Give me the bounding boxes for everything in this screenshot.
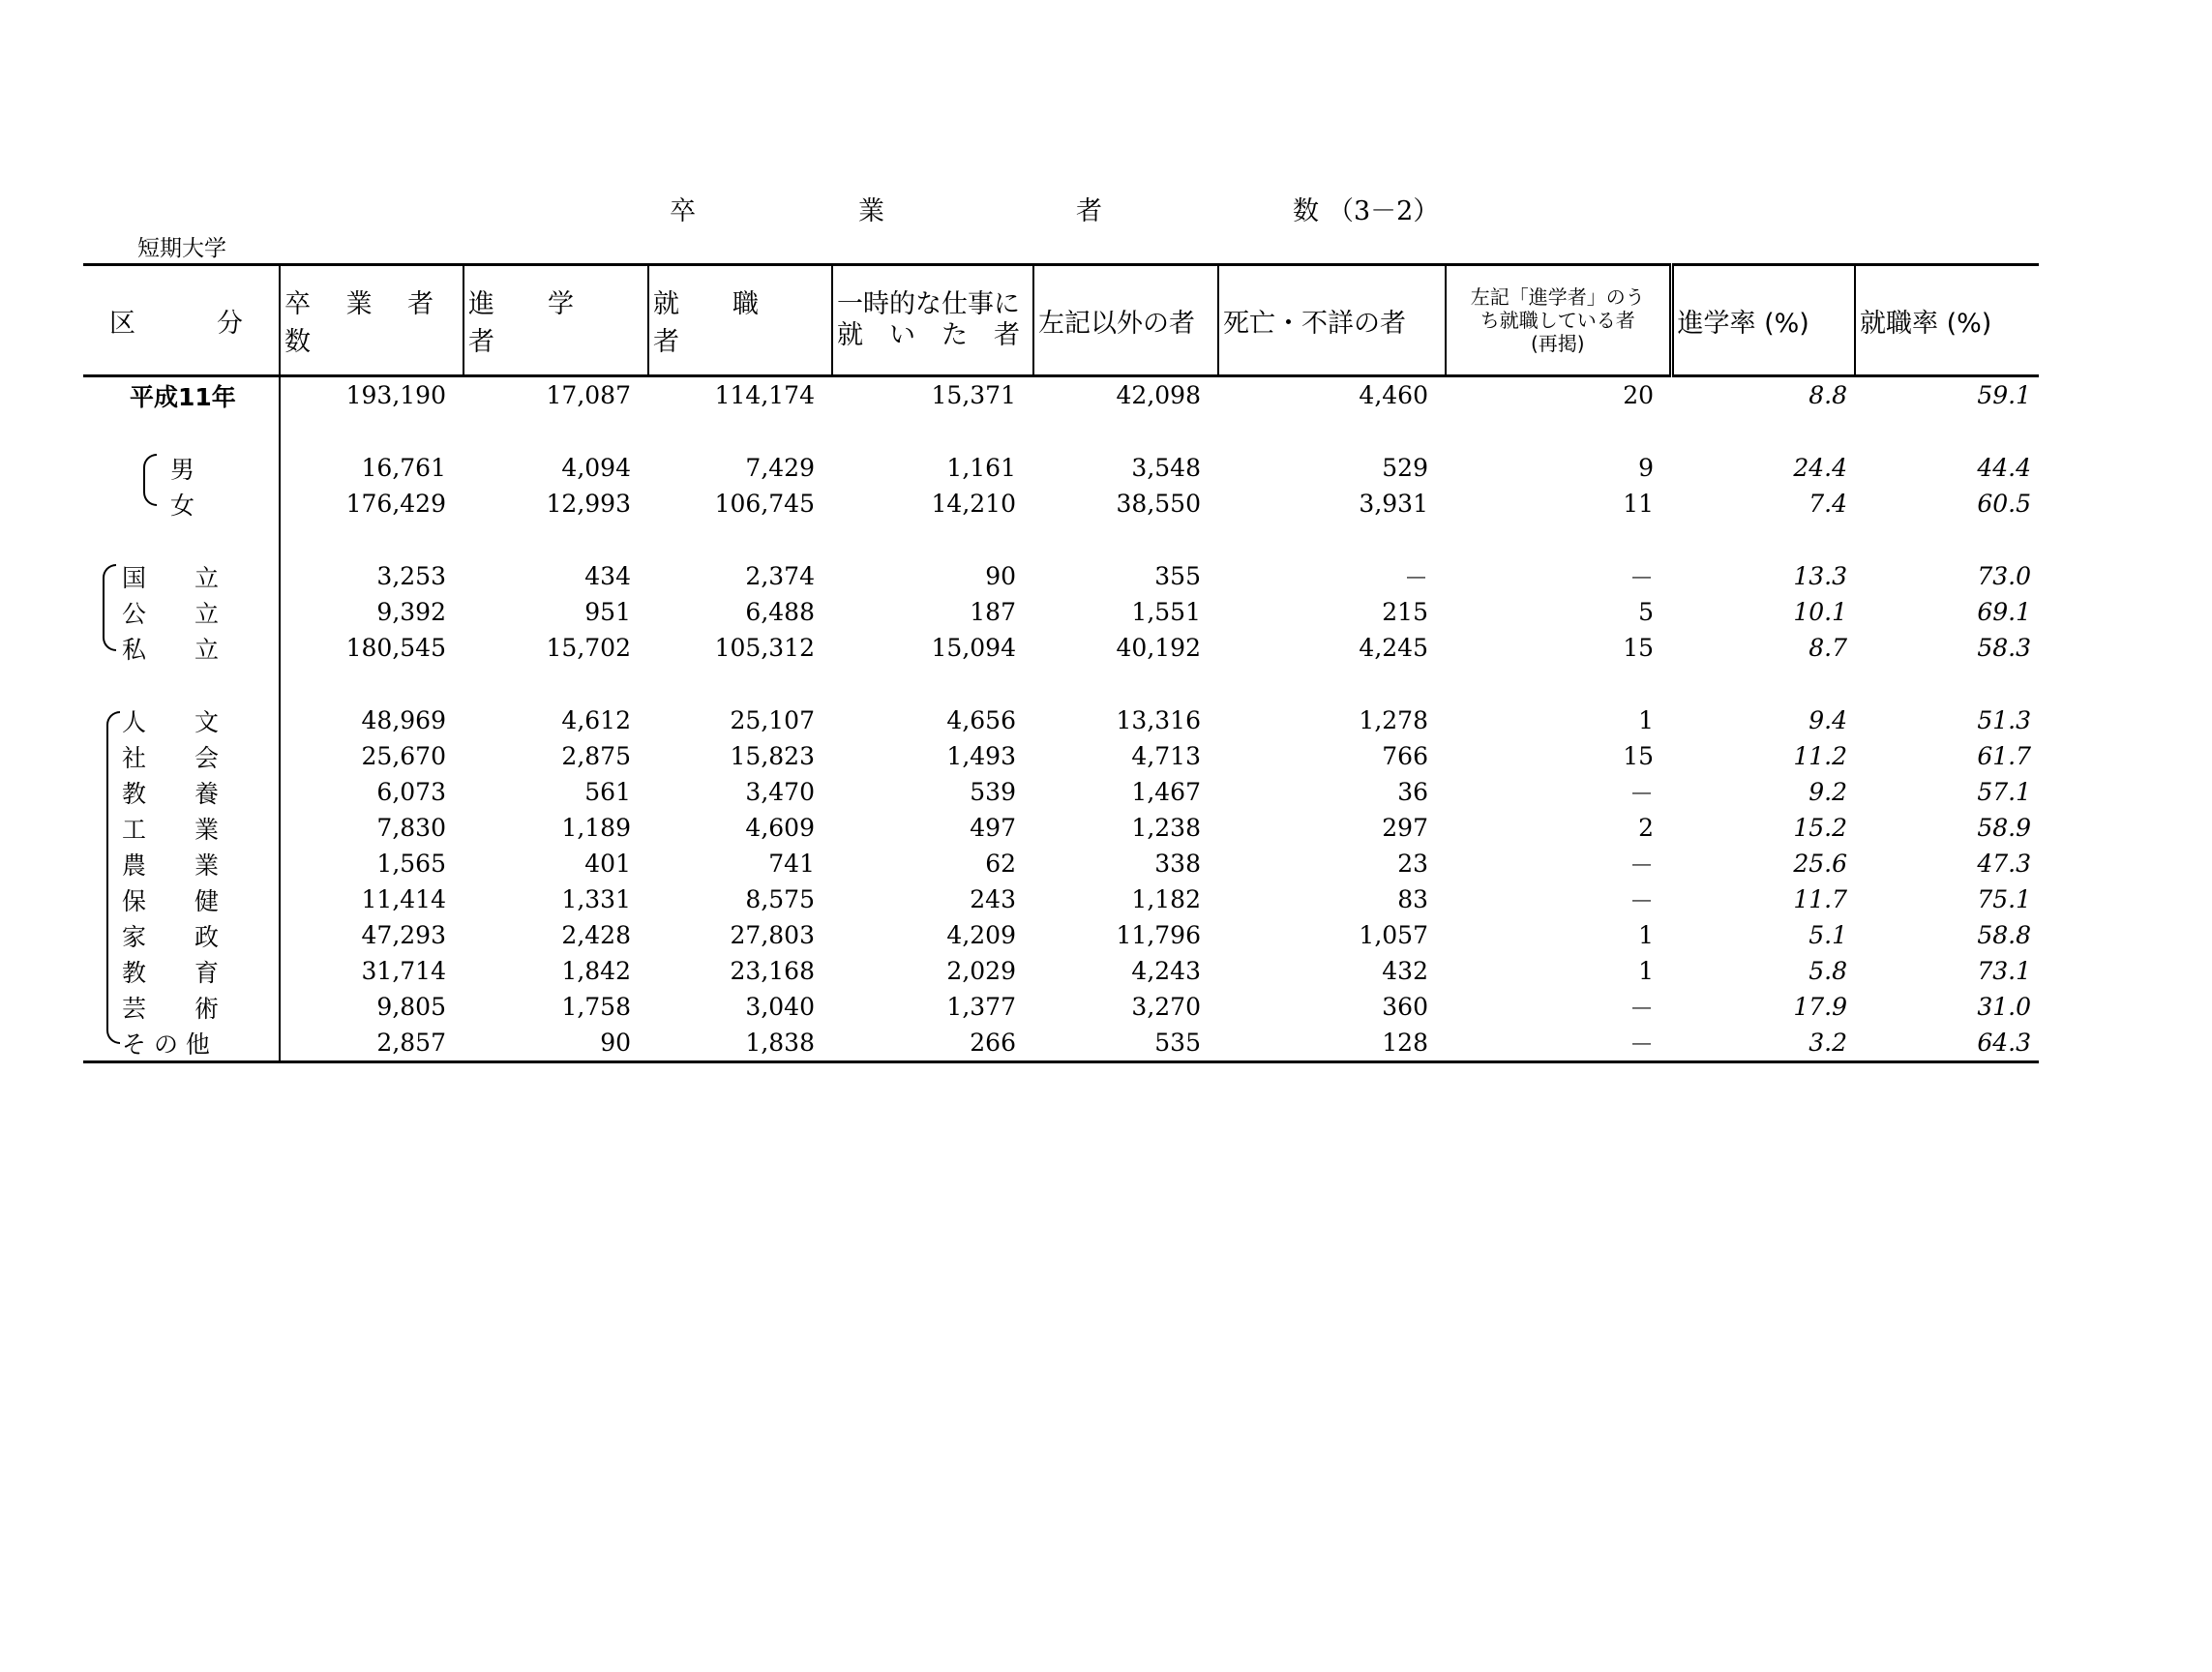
table-row [83,702,2039,738]
title-char-4: 数 [1293,196,1319,226]
cell-value: 1,278 [1359,706,1428,734]
cell-value: 4,612 [561,706,631,734]
spacer-cell [832,522,1033,558]
spacer-cell [1446,413,1671,450]
table-row [83,881,2039,917]
table-row [83,1025,2039,1062]
cell-value: 15,702 [546,634,631,662]
cell-value: 9,392 [376,598,446,626]
cell-value: 15.2 [1793,814,1847,842]
cell-value: 64.3 [1855,1025,2039,1062]
cell-value: 36 [1397,778,1428,806]
table-row [83,738,2039,774]
table-row [83,630,2039,666]
cell-value: 193,190 [345,381,446,409]
cell-value: 9 [1638,454,1654,482]
cell-value: 1,842 [561,957,631,985]
cell-value: 106,745 [714,490,815,518]
header-graduates: 卒 業 者 数 [280,265,463,376]
cell-value: － [1629,563,1654,592]
cell-value: 60.5 [1977,490,2031,518]
cell-value: 23,168 [730,957,815,985]
cell-value: 47,293 [361,921,446,949]
cell-value: 31.0 [1977,993,2031,1021]
cell-value: 5.1 [1808,921,1847,949]
cell-value: 11,414 [361,885,446,913]
cell-value: 90 [985,562,1016,590]
cell-value: 3,270 [1131,993,1201,1021]
cell-value: 25,670 [361,742,446,770]
title-suffix: （3－2） [1328,196,1440,226]
cell-value: 1,493 [946,742,1016,770]
cell-value: 57.1 [1977,778,2031,806]
spacer-cell [83,666,280,702]
cell-value: 1 [1638,921,1654,949]
cell-value: 7,429 [745,454,815,482]
spacer-cell [832,413,1033,450]
cell-value: 61.7 [1977,742,2031,770]
cell-value: 13,316 [1116,706,1201,734]
cell-value: 16,761 [361,454,446,482]
cell-value: － [1629,779,1654,808]
header-temporary-line2: 就 い た 者 [837,320,1020,350]
cell-value: － [1446,1025,1671,1062]
cell-value: 1,182 [1131,885,1201,913]
cell-value: 1 [1638,706,1654,734]
cell-value: 4,609 [745,814,815,842]
cell-value: 58.9 [1977,814,2031,842]
table-row [83,558,2039,594]
cell-value: 17,087 [546,381,631,409]
cell-value: 51.3 [1977,706,2031,734]
header-category: 区 分 [83,265,280,376]
cell-value: 2 [1638,814,1654,842]
spacer-cell [1855,413,2039,450]
cell-value: 4,209 [946,921,1016,949]
header-adv-employed-line1: 左記「進学者」のう [1470,285,1645,309]
cell-value: 6,488 [745,598,815,626]
table-row [83,450,2039,486]
cell-value: 128 [1218,1025,1446,1062]
cell-value: 40,192 [1116,634,1201,662]
cell-value: 11,796 [1116,921,1201,949]
spacer-cell [83,413,280,450]
bracket-establishment [103,564,116,651]
table-row [83,486,2039,522]
spacer-cell [463,413,648,450]
cell-value: 69.1 [1977,598,2031,626]
table-row [83,774,2039,810]
spacer-cell [1446,522,1671,558]
header-emp-rate: 就職率 (%) [1855,265,2039,376]
cell-value: 11.7 [1793,885,1847,913]
cell-value: 401 [584,850,631,878]
cell-value: 17.9 [1793,993,1847,1021]
cell-value: 48,969 [361,706,446,734]
cell-value: 766 [1382,742,1428,770]
row-label: 教 養 [83,774,280,810]
cell-value: 360 [1382,993,1428,1021]
cell-value: 59.1 [1977,381,2031,409]
subtitle: 短期大学 [137,236,226,261]
cell-value: 73.1 [1977,957,2031,985]
cell-value: 1,467 [1131,778,1201,806]
cell-value: 114,174 [714,381,815,409]
cell-value: 2,875 [561,742,631,770]
cell-value: 24.4 [1793,454,1847,482]
cell-value: 4,713 [1131,742,1201,770]
cell-value: 4,243 [1131,957,1201,985]
spacer-cell [1855,522,2039,558]
cell-value: － [1403,563,1428,592]
cell-value: 529 [1382,454,1428,482]
cell-value: 58.3 [1977,634,2031,662]
row-label: 家 政 [83,917,280,953]
spacer-cell [463,666,648,702]
cell-value: 90 [463,1025,648,1062]
table-row [83,917,2039,953]
spacer-cell [1218,413,1446,450]
header-employed: 就 職 者 [648,265,832,376]
spacer-cell [648,666,832,702]
spacer-cell [1218,666,1446,702]
spacer-cell [83,522,280,558]
table-row [83,810,2039,846]
cell-value: 4,656 [946,706,1016,734]
cell-value: 180,545 [345,634,446,662]
cell-value: 1 [1638,957,1654,985]
cell-value: 1,331 [561,885,631,913]
cell-value: 432 [1382,957,1428,985]
row-label: 芸 術 [83,989,280,1025]
cell-value: 15,371 [931,381,1016,409]
cell-value: 3,931 [1359,490,1428,518]
cell-value: 355 [1154,562,1201,590]
cell-value: 3,470 [745,778,815,806]
spacer-cell [832,666,1033,702]
cell-value: 105,312 [714,634,815,662]
row-label: 私 立 [83,630,280,666]
bracket-field [106,711,120,1044]
cell-value: 1,057 [1359,921,1428,949]
header-temporary-line1: 一時的な仕事に [837,289,1020,319]
title-char-2: 業 [858,196,884,226]
cell-value: 5.8 [1808,957,1847,985]
title-char-1: 卒 [670,196,696,226]
spacer-cell [280,413,463,450]
cell-value: 1,161 [946,454,1016,482]
cell-value: 42,098 [1116,381,1201,409]
cell-value: 1,565 [376,850,446,878]
title-char-3: 者 [1076,196,1102,226]
spacer-row [83,413,2039,450]
header-other: 左記以外の者 [1033,265,1218,376]
cell-value: 9.4 [1808,706,1847,734]
cell-value: 1,189 [561,814,631,842]
cell-value: 3,040 [745,993,815,1021]
spacer-cell [280,522,463,558]
row-label: 平成11年 [83,376,280,414]
header-adv-employed [1446,265,1671,376]
row-label: 女 [83,486,280,522]
cell-value: － [1629,851,1654,880]
row-label: 教 育 [83,953,280,989]
cell-value: 497 [970,814,1016,842]
cell-value: 338 [1154,850,1201,878]
cell-value: 215 [1382,598,1428,626]
cell-value: 535 [1033,1025,1218,1062]
cell-value: 38,550 [1116,490,1201,518]
cell-value: 58.8 [1977,921,2031,949]
table-row [83,953,2039,989]
cell-value: 44.4 [1977,454,2031,482]
row-label: 男 [83,450,280,486]
cell-value: 187 [970,598,1016,626]
spacer-cell [1446,666,1671,702]
cell-value: 266 [832,1025,1033,1062]
cell-value: 3,548 [1131,454,1201,482]
header-deceased-unknown: 死亡・不詳の者 [1218,265,1446,376]
cell-value: 3.2 [1671,1025,1855,1062]
spacer-cell [648,413,832,450]
cell-value: 7,830 [376,814,446,842]
cell-value: 1,551 [1131,598,1201,626]
spacer-cell [1671,413,1855,450]
spacer-row [83,522,2039,558]
cell-value: 15,823 [730,742,815,770]
bracket-gender [143,454,157,506]
cell-value: 20 [1623,381,1654,409]
cell-value: 7.4 [1808,490,1847,518]
cell-value: 4,460 [1359,381,1428,409]
cell-value: 14,210 [931,490,1016,518]
cell-value: 10.1 [1793,598,1847,626]
table-row [83,989,2039,1025]
cell-value: 561 [584,778,631,806]
row-label: 保 健 [83,881,280,917]
cell-value: 13.3 [1793,562,1847,590]
spacer-row [83,666,2039,702]
cell-value: 62 [985,850,1016,878]
cell-value: 6,073 [376,778,446,806]
spacer-cell [1033,666,1218,702]
table-row [83,846,2039,881]
graduates-table [83,263,2039,1063]
cell-value: 1,838 [648,1025,832,1062]
cell-value: 176,429 [345,490,446,518]
cell-value: 15,094 [931,634,1016,662]
spacer-cell [1218,522,1446,558]
table-row [83,376,2039,414]
cell-value: 73.0 [1977,562,2031,590]
cell-value: 9.2 [1808,778,1847,806]
cell-value: 1,377 [946,993,1016,1021]
row-label: 社 会 [83,738,280,774]
row-label: 農 業 [83,846,280,881]
row-label: 人 文 [83,702,280,738]
table-row [83,594,2039,630]
cell-value: 31,714 [361,957,446,985]
cell-value: － [1629,994,1654,1023]
cell-value: 27,803 [730,921,815,949]
cell-value: 539 [970,778,1016,806]
cell-value: 25,107 [730,706,815,734]
header-adv-employed-line2: ち就職している者 [1480,309,1635,332]
cell-value: 47.3 [1977,850,2031,878]
cell-value: 4,245 [1359,634,1428,662]
spacer-cell [1671,522,1855,558]
cell-value: 23 [1397,850,1428,878]
cell-value: 741 [768,850,815,878]
cell-value: 8.7 [1808,634,1847,662]
spacer-cell [1855,666,2039,702]
cell-value: 15 [1623,634,1654,662]
row-label: 工 業 [83,810,280,846]
cell-value: 25.6 [1793,850,1847,878]
cell-value: 4,094 [561,454,631,482]
row-label: そ の 他 [83,1025,280,1062]
spacer-cell [1671,666,1855,702]
row-label: 公 立 [83,594,280,630]
cell-value: 5 [1638,598,1654,626]
cell-value: 12,993 [546,490,631,518]
cell-value: 1,238 [1131,814,1201,842]
header-temporary [832,265,1033,376]
cell-value: 243 [970,885,1016,913]
spacer-cell [1033,522,1218,558]
cell-value: 2,857 [280,1025,463,1062]
spacer-cell [648,522,832,558]
spacer-cell [280,666,463,702]
header-advancing: 進 学 者 [463,265,648,376]
cell-value: 2,029 [946,957,1016,985]
cell-value: 11 [1623,490,1654,518]
cell-value: 15 [1623,742,1654,770]
row-label: 国 立 [83,558,280,594]
cell-value: 2,428 [561,921,631,949]
cell-value: 75.1 [1977,885,2031,913]
cell-value: 297 [1382,814,1428,842]
cell-value: － [1629,886,1654,915]
cell-value: 434 [584,562,631,590]
spacer-cell [463,522,648,558]
header-adv-rate: 進学率 (%) [1671,265,1855,376]
page-title [0,190,2212,228]
cell-value: 11.2 [1793,742,1847,770]
cell-value: 3,253 [376,562,446,590]
cell-value: 83 [1397,885,1428,913]
header-adv-employed-line3: (再掲) [1530,332,1585,355]
cell-value: 1,758 [561,993,631,1021]
cell-value: 8,575 [745,885,815,913]
cell-value: 2,374 [745,562,815,590]
cell-value: 951 [584,598,631,626]
table-body [83,376,2039,1062]
spacer-cell [1033,413,1218,450]
cell-value: 8.8 [1808,381,1847,409]
cell-value: 9,805 [376,993,446,1021]
